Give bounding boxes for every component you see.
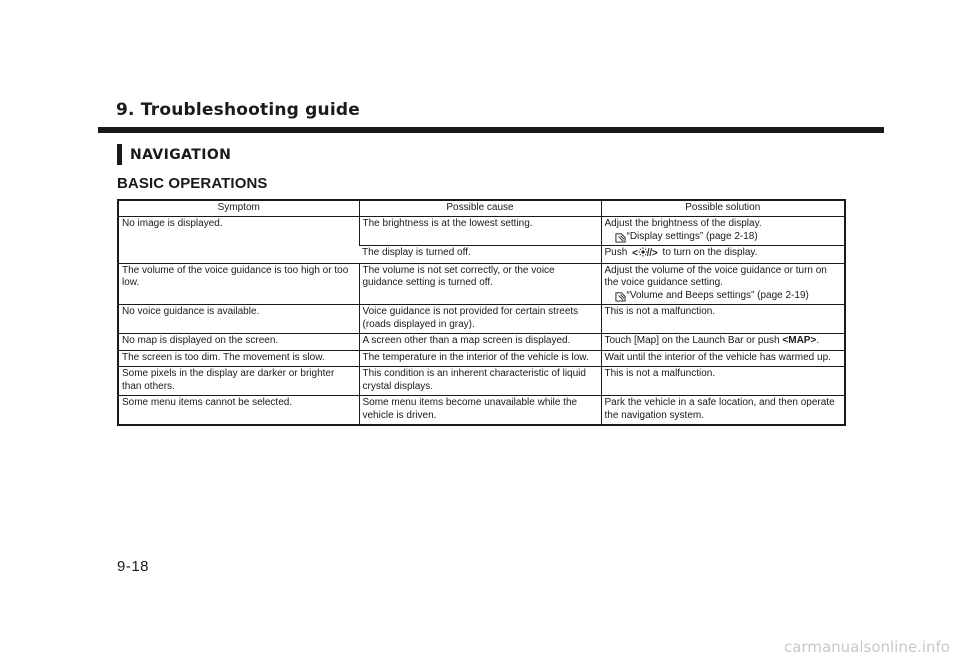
table-row (118, 396, 845, 426)
title-rule (98, 127, 884, 133)
solution-text-prefix: Push (604, 247, 628, 258)
cause-cell: A screen other than a map screen is displayed. (359, 334, 601, 351)
table-row (118, 334, 845, 351)
display-brightness-key-icon: < > (632, 248, 658, 259)
cause-cell: Voice guidance is not provided for certain streets (roads displayed in gray). (359, 305, 601, 334)
solution-cell: Park the vehicle in a safe location, and then operate the navigation system. (601, 396, 845, 426)
solution-cell (601, 246, 845, 264)
page-number: 9-18 (117, 558, 150, 575)
table-header-row (118, 200, 845, 217)
solution-text-prefix: Touch [Map] on the Launch Bar or push (604, 335, 780, 346)
solution-cell (601, 334, 845, 351)
chapter-title: 9. Troubleshooting guide (116, 100, 360, 120)
page-reference[interactable] (605, 290, 842, 303)
section-heading: NAVIGATION (130, 147, 232, 163)
symptom-cell: The screen is too dim. The movement is slow. (118, 350, 359, 367)
solution-cell: This is not a malfunction. (601, 305, 845, 334)
page-reference-icon (615, 232, 626, 243)
solution-text: Adjust the brightness of the display. (604, 218, 762, 229)
symptom-cell: Some pixels in the display are darker or brighter than others. (118, 367, 359, 396)
section-marker-bar (117, 144, 122, 165)
solution-cell: This is not a malfunction. (601, 367, 845, 396)
table-row (118, 367, 845, 396)
solution-cell (601, 217, 845, 246)
symptom-cell: Some menu items cannot be selected. (118, 396, 359, 426)
watermark: carmanualsonline.info (784, 638, 950, 656)
cause-cell: The temperature in the interior of the vehicle is low. (359, 350, 601, 367)
symptom-cell: No image is displayed. (118, 217, 359, 264)
cause-cell: The volume is not set correctly, or the voice guidance setting is turned off. (359, 263, 601, 305)
page-reference-icon (615, 291, 626, 302)
page-reference[interactable] (605, 231, 842, 244)
map-key-label: <MAP> (782, 335, 817, 346)
solution-text-suffix: . (816, 335, 820, 346)
subsection-title: BASIC OPERATIONS (117, 175, 268, 192)
solution-text-suffix: to turn on the display. (662, 247, 758, 258)
solution-cell (601, 263, 845, 305)
solution-cell: Wait until the interior of the vehicle has warmed up. (601, 350, 845, 367)
header-possible-cause: Possible cause (359, 200, 601, 217)
header-possible-solution: Possible solution (601, 200, 845, 217)
solution-text: Adjust the volume of the voice guidance or turn on the voice guidance setting. (604, 264, 827, 288)
header-symptom: Symptom (118, 200, 359, 217)
cause-cell: Some menu items become unavailable while the vehicle is driven. (359, 396, 601, 426)
page-reference-text: “Volume and Beeps settings” (page 2-19) (626, 289, 809, 301)
table-row (118, 217, 845, 246)
page-reference-text: “Display settings” (page 2-18) (626, 230, 758, 242)
symptom-cell: The volume of the voice guidance is too high or too low. (118, 263, 359, 305)
cause-cell: The brightness is at the lowest setting. (359, 217, 601, 246)
symptom-cell: No voice guidance is available. (118, 305, 359, 334)
table-row (118, 305, 845, 334)
troubleshooting-table (117, 199, 846, 426)
symptom-cell: No map is displayed on the screen. (118, 334, 359, 351)
table-row (118, 350, 845, 367)
table-row (118, 263, 845, 305)
cause-cell: The display is turned off. (359, 246, 601, 264)
cause-cell: This condition is an inherent characteristic of liquid crystal displays. (359, 367, 601, 396)
